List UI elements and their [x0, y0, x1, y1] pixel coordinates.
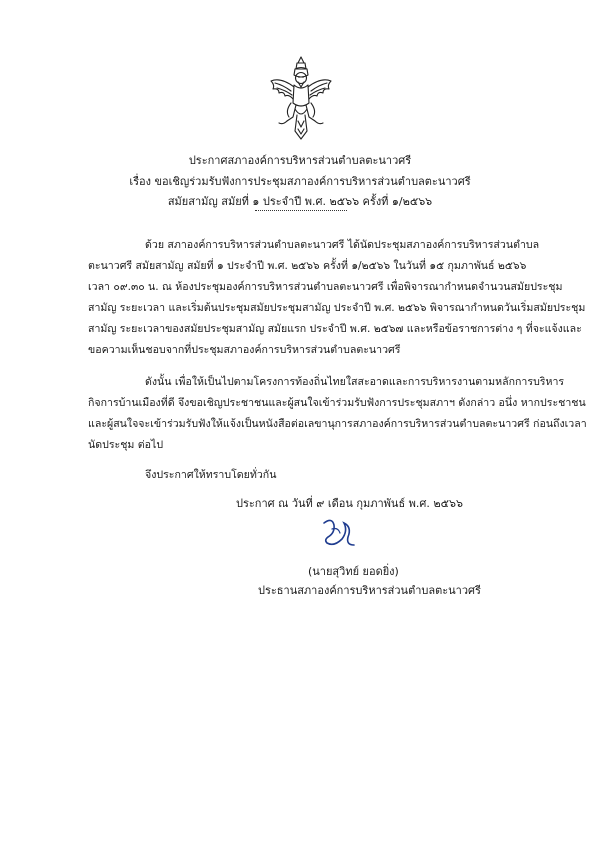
closing-statement: จึงประกาศให้ทราบโดยทั่วกัน — [145, 469, 277, 481]
paragraph-1-line-4: สามัญ ระยะเวลา และเริ่มต้นประชุมสมัยประชุมสามัญ ประจำปี พ.ศ. ๒๕๖๖ พิจารณากำหนดวันเริ่มสมัยประชุม — [88, 302, 586, 314]
paragraph-1-line-1: ด้วย สภาองค์การบริหารส่วนตำบลตะนาวศรี ได้นัดประชุมสภาองค์การบริหารส่วนตำบล — [145, 239, 540, 251]
paragraph-2-line-4: นัดประชุม ต่อไป — [88, 439, 164, 451]
paragraph-2-line-1: ดังนั้น เพื่อให้เป็นไปตามโครงการท้องถิ่นไทยใสสะอาดและการบริหารงานตามหลักการบริหาร — [145, 376, 565, 388]
session-line: สมัยสามัญ สมัยที่ ๑ ประจำปี พ.ศ. ๒๕๖๖ ครั้งที่ ๑/๒๕๖๖ — [167, 195, 433, 208]
announcement-title: ประกาศสภาองค์การบริหารส่วนตำบลตะนาวศรี — [188, 154, 412, 167]
handwritten-signature — [318, 515, 362, 551]
paragraph-2-line-3: และผู้สนใจจะเข้าร่วมรับฟังให้แจ้งเป็นหนังสือต่อเลขานุการสภาองค์การบริหารส่วนตำบลตะนาวศรี ก่อนถึงเวลา — [88, 418, 587, 430]
paragraph-2-line-2: กิจการบ้านเมืองที่ดี จึงขอเชิญประชาชนและผู้สนใจเข้าร่วมรับฟังการประชุมสภาฯ ดังกล่าว อนึ่ง หากประชาชน — [88, 397, 586, 409]
paragraph-1-line-5: สามัญ ระยะเวลาของสมัยประชุมสามัญ สมัยแรก ประจำปี พ.ศ. ๒๕๖๗ และหรือข้อราชการต่าง ๆ ที่จะแจ้งและ — [88, 323, 582, 335]
subject-line: เรื่อง ขอเชิญร่วมรับฟังการประชุมสภาองค์การบริหารส่วนตำบลตะนาวศรี — [129, 175, 471, 188]
announcement-date: ประกาศ ณ วันที่ ๙ เดือน กุมภาพันธ์ พ.ศ. ๒๕๖๖ — [236, 497, 463, 510]
signatory-name: (นายสุวิทย์ ยอดยิ่ง) — [308, 565, 399, 578]
paragraph-1-line-3: เวลา ๐๙.๓๐ น. ณ ห้องประชุมองค์การบริหารส่วนตำบลตะนาวศรี เพื่อพิจารณากำหนดจำนวนสมัยประชุม — [88, 281, 563, 293]
paragraph-1-line-2: ตะนาวศรี สมัยสามัญ สมัยที่ ๑ ประจำปี พ.ศ. ๒๕๖๖ ครั้งที่ ๑/๒๕๖๖ ในวันที่ ๑๕ กุมภาพันธ์ ๒๕๖๖ — [88, 260, 527, 272]
separator-dots — [255, 210, 347, 211]
paragraph-1-line-6: ขอความเห็นชอบจากที่ประชุมสภาองค์การบริหารส่วนตำบลตะนาวศรี — [88, 344, 401, 356]
signatory-position: ประธานสภาองค์การบริหารส่วนตำบลตะนาวศรี — [258, 584, 481, 597]
garuda-emblem-icon — [265, 55, 337, 143]
